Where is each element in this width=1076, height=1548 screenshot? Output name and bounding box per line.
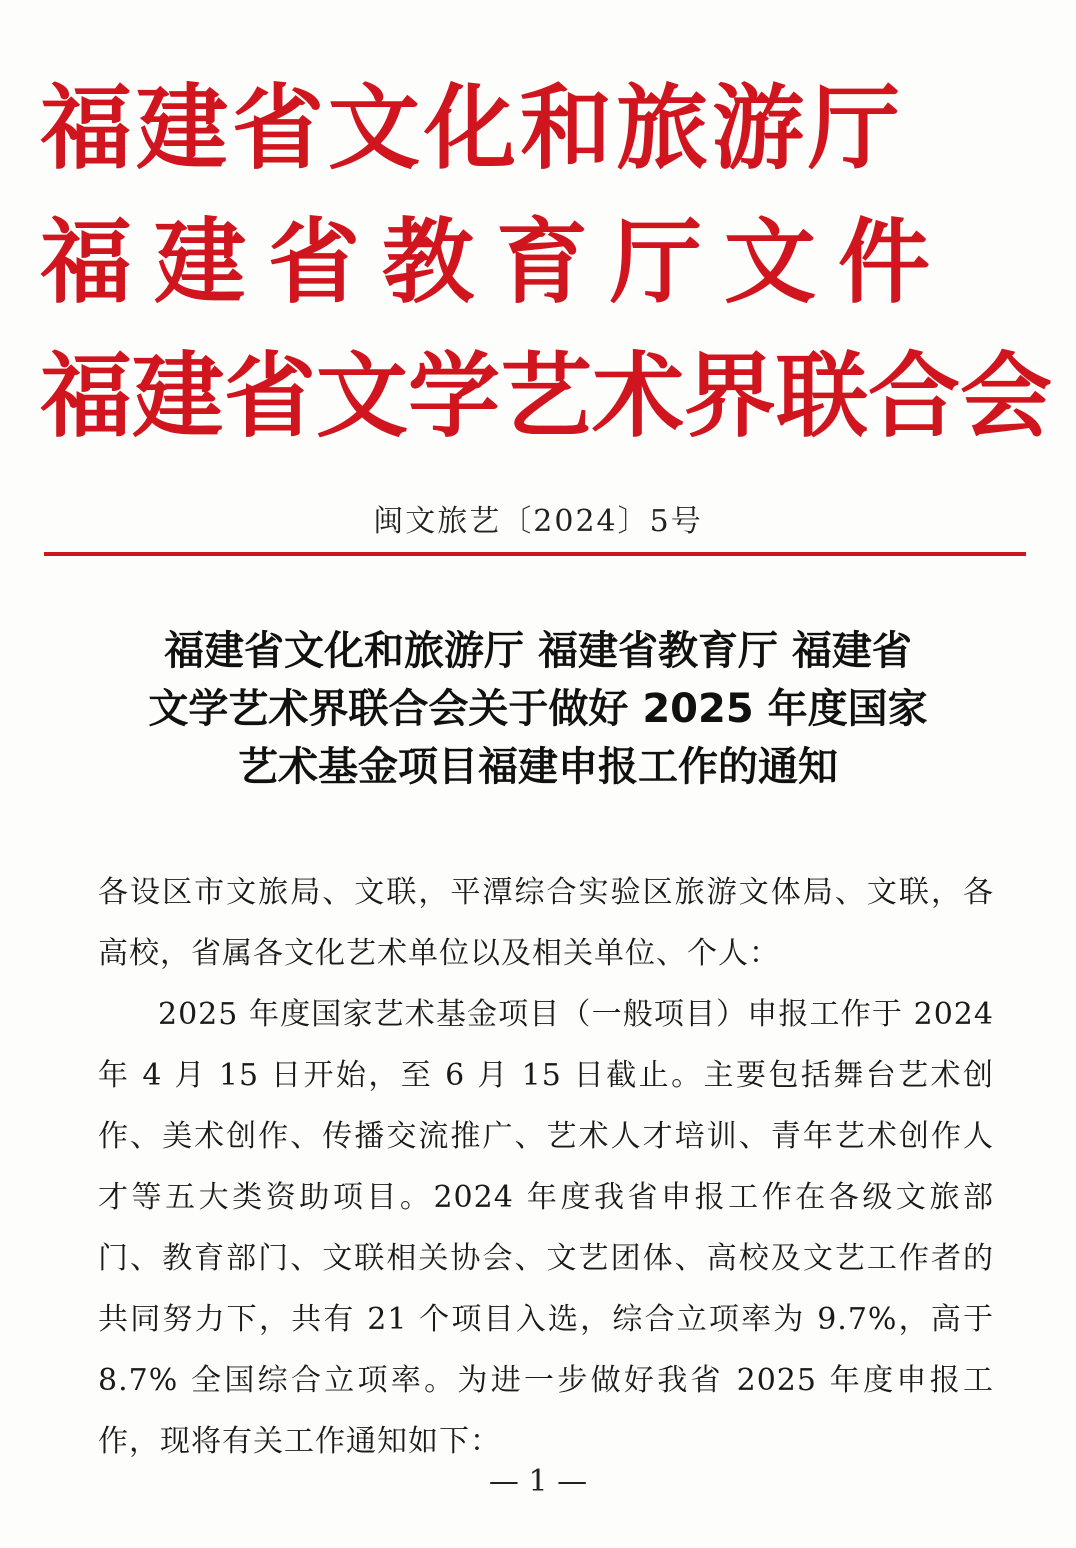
masthead-line-culture-tourism: 福建省文化和旅游厅 [40,75,905,182]
red-divider-line [44,552,1026,556]
document-title [60,622,1016,796]
page-number-text: — 1 — [488,1464,588,1499]
salutation: 各设区市文旅局、文联，平潭综合实验区旅游文体局、文联，各高校，省属各文化艺术单位以及相关单位、个人： [98,875,994,971]
title-line: 文学艺术界联合会关于做好 2025 年度国家 [148,686,928,732]
masthead-line-education: 福建省教育厅文件 [40,209,953,316]
body-paragraph: 2025 年度国家艺术基金项目（一般项目）申报工作于 2024 年 4 月 15 日开始，至 6 月 15 日截止。主要包括舞台艺术创作、美术创作、传播交流推广、艺术人才培训、青年艺术创作人才等五大类资助项目。2024 年度我省申报工作在各级文旅部门、教育部门、文联相关协会、文艺团体、高校及文艺工作者的共同努力下，共有 21 个项目入选，综合立项率为 9.7%，高于 8.7% 全国综合立项率。为进一步做好我省 2025 年度申报工作，现将有关工作通知如下： [98,997,994,1459]
page-number [0,1464,1076,1499]
red-masthead [40,62,1053,464]
document-body [98,862,994,1472]
document-number: 闽文旅艺〔2024〕5号 [373,504,703,539]
title-line: 艺术基金项目福建申报工作的通知 [238,744,838,790]
masthead-line-literary-art: 福建省文学艺术界联合会 [40,343,1053,450]
title-line: 福建省文化和旅游厅 福建省教育厅 福建省 [164,628,912,674]
